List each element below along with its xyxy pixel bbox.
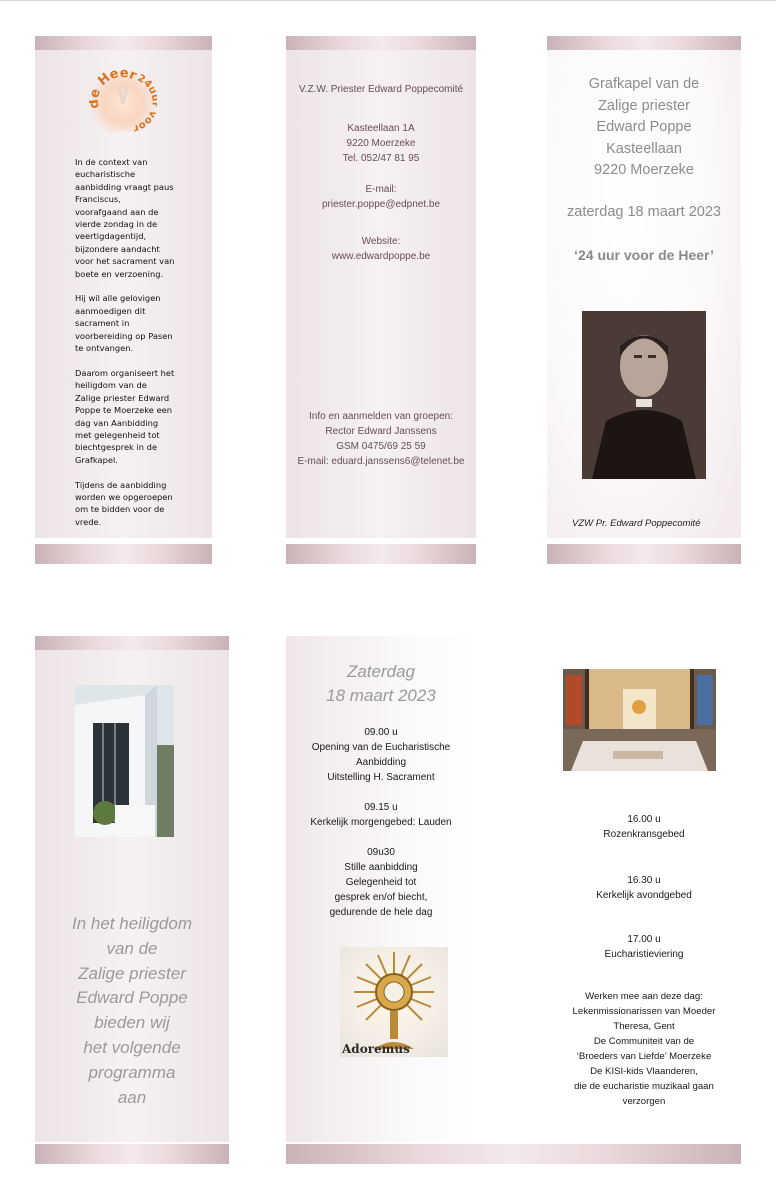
cover-title-line: Zalige priester bbox=[598, 97, 690, 114]
program-item: Uitstelling H. Sacrament bbox=[327, 772, 435, 783]
program-block bbox=[286, 800, 476, 830]
intro-paragraph-2: Hij wil alle gelovigen aanmoedigen dit sacrament in voorbereiding op Pasen te ontvangen. bbox=[75, 293, 173, 354]
email-block bbox=[286, 182, 476, 212]
cover-title-line: 9220 Moerzeke bbox=[594, 162, 694, 178]
email-label: E-mail: bbox=[365, 184, 397, 195]
address-line: 9220 Moerzeke bbox=[346, 138, 416, 149]
cover-date: zaterdag 18 maart 2023 bbox=[567, 204, 721, 220]
panel-program-morning bbox=[286, 636, 476, 1142]
program-time: 09.15 u bbox=[364, 802, 398, 813]
sanctuary-line: Edward Poppe bbox=[76, 988, 188, 1008]
panel4-bottom-bar bbox=[35, 1144, 229, 1164]
program-item: Stille aanbidding bbox=[344, 862, 418, 873]
program-item: gesprek en/of biecht, bbox=[334, 892, 428, 903]
credits-line: De KISI-kids Vlaanderen, bbox=[590, 1066, 698, 1077]
sanctuary-line: bieden wij bbox=[94, 1013, 170, 1033]
panel4-top-bar bbox=[35, 636, 229, 650]
credits-line: Lekenmissionarissen van Moeder bbox=[572, 1006, 716, 1017]
program-item: Rozenkransgebed bbox=[603, 829, 685, 840]
panel-contact bbox=[286, 50, 476, 538]
program-heading-day: Zaterdag bbox=[346, 662, 416, 681]
monstrance-image bbox=[340, 947, 448, 1057]
program-item: Kerkelijk avondgebed bbox=[596, 890, 692, 901]
phone: Tel. 052/47 81 95 bbox=[342, 153, 420, 164]
website-label: Website: bbox=[361, 236, 401, 247]
program-item: Opening van de Eucharistische bbox=[311, 742, 451, 753]
monstrance-art bbox=[340, 947, 448, 1057]
intro-paragraph-3: Daarom organiseert het heiligdom van de Zalige priester Edward Poppe te Moerzeke een dag van Aanbidding met gelegenheid tot biechtgesprek in de Grafkapel. bbox=[75, 367, 175, 465]
sanctuary-line: In het heiligdom bbox=[71, 914, 193, 933]
org-name: V.Z.W. Priester Edward Poppecomité bbox=[298, 84, 464, 95]
website-block bbox=[286, 234, 476, 264]
info-label: Info en aanmelden van groepen: bbox=[309, 411, 453, 422]
panel-intro bbox=[35, 50, 212, 538]
cover-title bbox=[547, 74, 741, 182]
sanctuary-line: het volgende bbox=[83, 1037, 181, 1057]
portrait-photo bbox=[582, 311, 706, 479]
logo-24uur bbox=[89, 68, 157, 132]
panel-program-evening bbox=[547, 636, 741, 1142]
credits-line: ‘Broeders van Liefde’ Moerzeke bbox=[576, 1051, 712, 1062]
program-block bbox=[286, 845, 476, 920]
panel1-top-bar bbox=[35, 36, 212, 50]
panel2-bottom-bar bbox=[286, 544, 476, 564]
panel1-bottom-bar bbox=[35, 544, 212, 564]
cover-title-line: Grafkapel van de bbox=[588, 76, 700, 92]
panel56-bottom-bar bbox=[286, 1144, 741, 1164]
program-evening-list bbox=[547, 812, 741, 962]
chapel-photo bbox=[75, 685, 174, 837]
email-link[interactable]: priester.poppe@edpnet.be bbox=[321, 199, 441, 210]
credits-line: Theresa, Gent bbox=[613, 1021, 675, 1032]
program-block bbox=[547, 873, 741, 903]
program-block bbox=[547, 812, 741, 842]
rector-gsm: GSM 0475/69 25 59 bbox=[336, 441, 426, 452]
program-item: Kerkelijk morgengebed: Lauden bbox=[310, 817, 452, 828]
altar-art bbox=[563, 669, 716, 771]
program-time: 17.00 u bbox=[627, 934, 661, 945]
website-link[interactable]: www.edwardpoppe.be bbox=[331, 251, 431, 262]
program-item: Eucharistieviering bbox=[604, 949, 684, 960]
address bbox=[286, 121, 476, 166]
program-item: Aanbidding bbox=[355, 757, 407, 768]
intro-paragraph-4: Tijdens de aanbidding worden we opgeroepen om te bidden voor de vrede. bbox=[75, 479, 173, 527]
panel2-top-bar bbox=[286, 36, 476, 50]
credits-line: Werken mee aan deze dag: bbox=[585, 991, 703, 1002]
sanctuary-line: programma bbox=[88, 1062, 176, 1082]
program-item: Gelegenheid tot bbox=[345, 877, 417, 888]
sanctuary-line: van de bbox=[106, 938, 158, 958]
sanctuary-line: Zalige priester bbox=[78, 963, 186, 983]
logo-24uur-art bbox=[89, 68, 157, 132]
panel3-top-bar bbox=[547, 36, 741, 50]
svg-text:de Heer: Heer bbox=[95, 68, 139, 89]
cover-event: ‘24 uur voor de Heer’ bbox=[574, 247, 714, 263]
program-block bbox=[286, 725, 476, 785]
credits-line: die de eucharistie muzikaal gaan bbox=[574, 1081, 714, 1092]
chapel-art bbox=[75, 685, 174, 837]
info-block bbox=[286, 409, 476, 469]
panel3-bottom-bar bbox=[547, 544, 741, 564]
portrait-caption: VZW Pr. Edward Poppecomité bbox=[572, 518, 701, 529]
address-line: Kasteellaan 1A bbox=[347, 123, 415, 134]
program-time: 09.00 u bbox=[364, 727, 398, 738]
panel-sanctuary bbox=[35, 650, 229, 1142]
top-border bbox=[0, 0, 776, 1]
rector-email[interactable]: E-mail: eduard.janssens6@telenet.be bbox=[297, 456, 465, 467]
intro-paragraph-1: In de context van eucharistische aanbidding vraagt paus Franciscus, voorafgaand aan de vierde zondag in de veertigdagentijd, bijzondere aandacht voor het sacrament van boete en verzoening. bbox=[75, 157, 175, 279]
cover-title-line: Kasteellaan bbox=[606, 140, 682, 157]
credits-line: verzorgen bbox=[622, 1096, 666, 1107]
rector-name: Rector Edward Janssens bbox=[325, 426, 437, 437]
cover-title-line: Edward Poppe bbox=[596, 119, 692, 135]
credits-line: De Communiteit van de bbox=[593, 1036, 695, 1047]
portrait-art bbox=[582, 311, 706, 479]
panel-cover bbox=[547, 50, 741, 538]
program-heading bbox=[286, 660, 476, 708]
program-block bbox=[547, 932, 741, 962]
contact-block bbox=[286, 82, 476, 264]
program-time: 09u30 bbox=[367, 847, 395, 858]
intro-text bbox=[75, 156, 175, 541]
svg-text:24uur voor: 24 oor bbox=[132, 72, 155, 132]
sanctuary-line: aan bbox=[117, 1087, 147, 1107]
altar-photo bbox=[563, 669, 716, 771]
program-heading-date: 18 maart 2023 bbox=[326, 686, 436, 705]
monstrance-caption: Adoremus bbox=[342, 1042, 410, 1056]
program-morning-list bbox=[286, 725, 476, 920]
program-item: gedurende de hele dag bbox=[329, 907, 433, 918]
program-time: 16.30 u bbox=[627, 875, 661, 886]
credits bbox=[547, 989, 741, 1109]
program-time: 16.00 u bbox=[627, 814, 661, 825]
sanctuary-text bbox=[35, 912, 229, 1110]
